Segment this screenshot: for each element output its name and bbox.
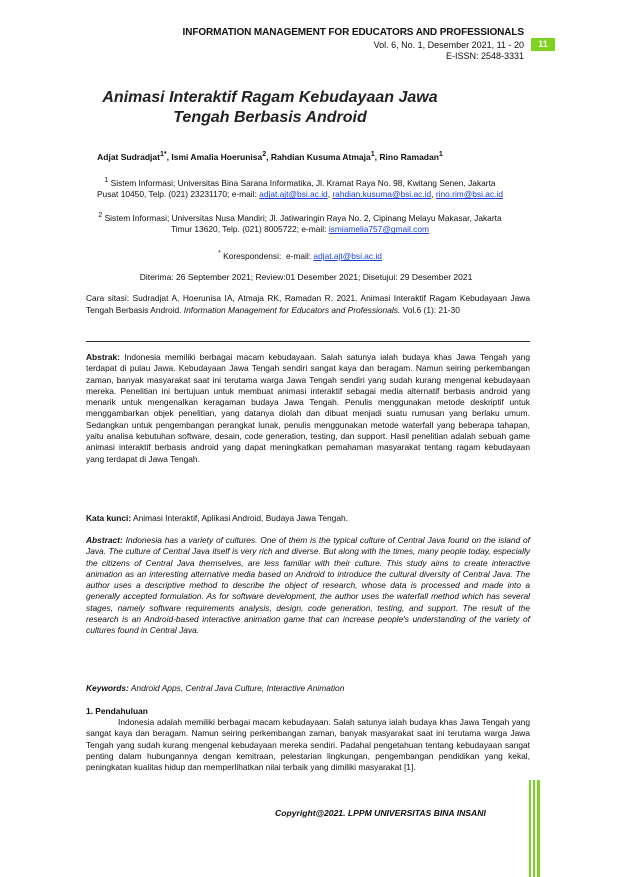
author-list: Adjat Sudradjat$^{1*}$, Ismi Amalia Hoerunisa$^2$, Rahdian Kusuma Atmaja$^1$, Rino Ramadan$^1$ bbox=[97, 150, 443, 162]
citation-suffix: Vol.6 (1): 21-30 bbox=[402, 304, 460, 315]
author-name: Adjat Sudradjat bbox=[97, 151, 160, 162]
abstract-en bbox=[86, 535, 530, 637]
abstrak-text: Indonesia memiliki berbagai macam kebudayaan. Salah satunya ialah budaya khas Jawa Tengah yang terdapat di pulau Jawa. Kebudayaan Jawa Tengah sendiri sangat kaya dan beragam. Namun seiring perkembangan zaman, banyak masyarakat saat ini terutama warga Jawa Tengah sendiri yang sudah kurang mengenal kebudayaan mereka. Penelitian ini bertujuan untuk membuat animasi interaktif sebagai media alternatif berbasis android yang menarik untuk mengenalkan keragaman budaya Jawa Tengah. Penulis menggunakan metode deskriptif untuk menggambarkan objek penelitian, yang datanya diolah dan dibuat menjadi suatu rumusan yang berlaku umum. Sedangkan untuk pengembangan perangkat lunak, penulis menggunakan metode waterfall yang beberapa tahapan, yaitu analisa kebutuhan software, desain, code generation, testing, dan support. Hasil penelitian adalah sebuah game animasi interaktif berbasis android yang dapat meningkatkan pemahaman masyarakat tentang ragam kebudayaan yang terdapat di Jawa Tengah. bbox=[86, 352, 531, 464]
kata-kunci bbox=[86, 513, 530, 524]
section-heading: 1. Pendahuluan bbox=[86, 706, 148, 716]
email-link[interactable]: adjat.ajt@bsi.ac.id bbox=[259, 189, 328, 200]
email-link[interactable]: adjat.ajt@bsi.ac.id bbox=[313, 250, 382, 261]
received-dates: Diterima: 26 September 2021; Review:01 Desember 2021; Disetujui: 29 Desember 2021 bbox=[139, 272, 473, 282]
abstrak-label: Abstrak: bbox=[86, 352, 120, 362]
citation-journal: Information Management for Educators and Professionals. bbox=[183, 304, 401, 315]
author-sup: 2 bbox=[262, 150, 267, 158]
citation-prefix: Cara sitasi: Sudradjat A, Hoerunisa IA, Atmaja RK, Ramadan R. 2021. Animasi Interaktif Ragam Kebudayaan Jawa Tengah Berbasis Android. bbox=[86, 293, 530, 315]
aff-text: Sistem Informasi; Universitas Nusa Mandiri; Jl. Jatiwaringin Raya No. 2, Cipinang Melayu Makasar, Jakarta Timur 13620, Telp. (021) 8005722; e-mail: bbox=[104, 212, 502, 235]
journal-volume: Vol. 6, No. 1, Desember 2021, 11 - 20 bbox=[373, 40, 524, 50]
aff-text: Sistem Informasi; Universitas Bina Sarana Informatika, Jl. Kramat Raya No. 98, Kwitang Senen, Jakarta Pusat 10450, Telp. (021) 23231170; e-mail: bbox=[96, 177, 496, 200]
affiliation-2 bbox=[95, 210, 505, 236]
author-name: Rahdian Kusuma Atmaja bbox=[270, 151, 371, 162]
journal-title: INFORMATION MANAGEMENT FOR EDUCATORS AND PROFESSIONALS bbox=[182, 27, 524, 38]
page-number: 11 bbox=[531, 38, 555, 51]
abstrak bbox=[86, 352, 530, 465]
corr-label: Korespondensi: bbox=[223, 250, 282, 261]
aff-sup: 2 bbox=[98, 212, 103, 219]
author-sup: 1* bbox=[159, 150, 167, 158]
paper-title: Animasi Interaktif Ragam Kebudayaan Jawa Tengah Berbasis Android bbox=[102, 89, 438, 126]
keywords-label: Keywords: bbox=[86, 683, 129, 693]
kata-kunci-text: Animasi Interaktif, Aplikasi Android, Budaya Jawa Tengah. bbox=[133, 513, 348, 523]
keywords-text: Android Apps, Central Java Culture, Interactive Animation bbox=[130, 683, 345, 693]
author-sup: 1 bbox=[438, 150, 443, 158]
journal-eissn: E-ISSN: 2548-3331 bbox=[445, 51, 524, 61]
author-name: Ismi Amalia Hoerunisa bbox=[171, 151, 263, 162]
aff-sup: 1 bbox=[104, 177, 109, 184]
citation bbox=[86, 293, 530, 316]
decorative-bars bbox=[529, 780, 540, 877]
author-name: Rino Ramadan bbox=[379, 151, 439, 162]
author-sup: 1 bbox=[370, 150, 375, 158]
email-link[interactable]: rahdian.kusuma@bsi.ac.id bbox=[332, 189, 432, 200]
email-link[interactable]: rino.rim@bsi.ac.id bbox=[435, 189, 504, 200]
section-body: Indonesia adalah memiliki berbagai macam kebudayaan. Salah satunya ialah budaya khas Jawa Tengah yang sangat kaya dan beragam. Namun seiring perkembangan zaman, banyak masyarakat saat ini terutama warga Jawa Tengah yang sudah kurang mengenal kebudayaan mereka sendiri. Padahal pengetahuan tentang kebudayaan sangat penting dalam hubungannya dengan kemitraan, pelestarian lingkungan, pengembangan pendidikan yang kekal, peningkatan kualitas hidup dan memperlihatkan nilai terbaik yang dimiliki masyarakat [1]. bbox=[86, 717, 530, 773]
corr-email-label: e-mail: bbox=[285, 250, 312, 261]
keywords bbox=[86, 683, 530, 694]
correspondence: * Korespondensi: e-mail: adjat.ajt@bsi.ac.id bbox=[218, 250, 382, 261]
divider bbox=[86, 341, 530, 342]
abstract-text: Indonesia has a variety of cultures. One of them is the typical culture of Central Java found on the island of Java. The culture of Central Java itself is very rich and diverse. But along with the times, many people today, especially the citizens of Central Java themselves, are less familiar with their culture. This study aims to create interactive animation as an interesting alternative media based on Android to introduce the cultural diversity of Central Java. The author uses a descriptive method to describe the object of research, whose data is processed and made into a generally accepted formulation. As for software development, the author uses the waterfall method which has several stages, namely software requirements analysis, design, code generation, testing, and support. The result of the research is an Android-based interactive animation game that can increase people's understanding of the variety of cultures found in Central Java. bbox=[86, 535, 530, 636]
kata-kunci-label: Kata kunci: bbox=[86, 513, 132, 523]
footer-copyright: Copyright@2021. LPPM UNIVERSITAS BINA INSANI bbox=[275, 808, 486, 818]
affiliation-1: $^1$ Sistem Informasi; Universitas Bina Sarana Informatika, Jl. Kramat Raya No. 98, Kwitang Senen, Jakarta Pusat 10450, Telp. (021) 23231170; e-mail: adjat.ajt@bsi.ac.id, rahdian.kusuma@bsi.ac.id, rino.rim@bsi.ac.id bbox=[96, 177, 504, 200]
email-link[interactable]: ismiamelia757@gmail.com bbox=[328, 224, 430, 235]
abstract-label: Abstract: bbox=[86, 535, 123, 545]
